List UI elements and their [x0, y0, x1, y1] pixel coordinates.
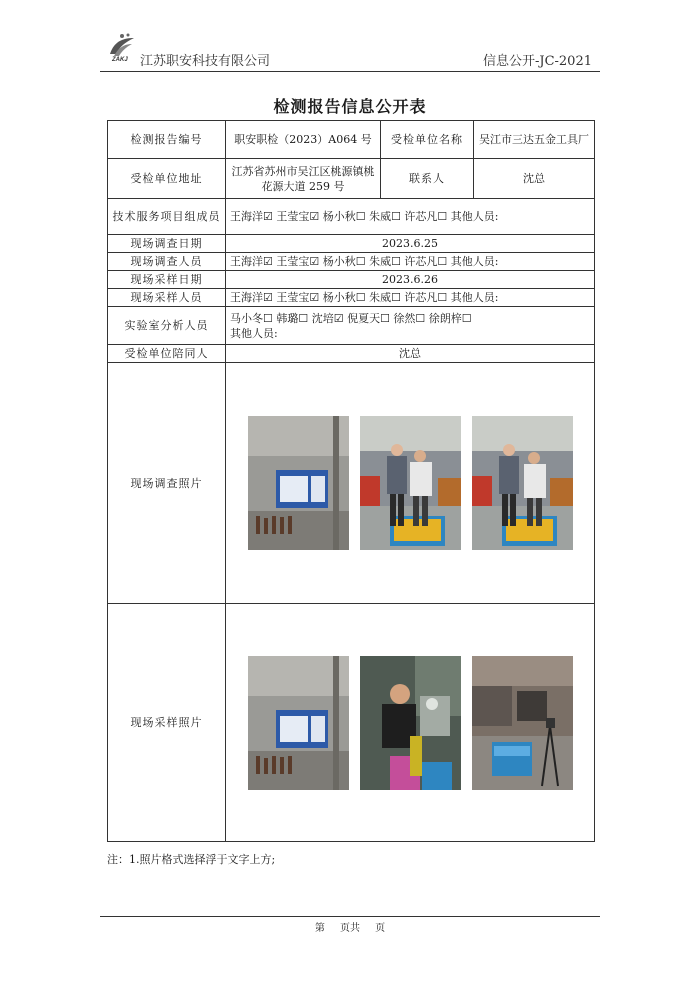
survey-date-label: 现场调查日期	[108, 235, 226, 253]
info-table	[107, 120, 595, 842]
table-row	[108, 253, 595, 271]
header-divider	[100, 71, 600, 72]
survey-staff-photo-2	[472, 416, 573, 550]
sampling-wall-photo	[248, 656, 349, 790]
escort-value: 沈总	[226, 345, 595, 363]
unit-name-value: 吴江市三达五金工具厂	[474, 121, 595, 159]
report-no-value: 职安职检（2023）A064 号	[226, 121, 381, 159]
lab-staff-label: 实验室分析人员	[108, 307, 226, 345]
table-row	[108, 199, 595, 235]
lab-staff-value	[226, 307, 595, 345]
workshop-equipment-photo	[472, 656, 573, 790]
page-header	[100, 30, 600, 72]
sampling-date-label: 现场采样日期	[108, 271, 226, 289]
survey-photos-cell	[226, 363, 595, 604]
table-row	[108, 289, 595, 307]
table-row	[108, 121, 595, 159]
survey-date-value: 2023.6.25	[226, 235, 595, 253]
photo-note: 注：1.照片格式选择浮于文字上方;	[107, 853, 276, 866]
page-title: 检测报告信息公开表	[273, 97, 427, 116]
sampling-photos-cell	[226, 604, 595, 842]
report-no-label: 检测报告编号	[108, 121, 226, 159]
sampling-photo-group	[230, 656, 590, 790]
team-value: 王海洋☑ 王莹宝☑ 杨小秋☐ 朱威☐ 许芯凡☐ 其他人员:	[226, 199, 595, 235]
lab-staff-line2: 其他人员:	[230, 326, 278, 340]
survey-staff-photo	[360, 416, 461, 550]
lab-staff-line1: 马小冬☐ 韩璐☐ 沈培☑ 倪夏天☐ 徐然☐ 徐朗梓☐	[230, 311, 472, 325]
table-row	[108, 363, 595, 604]
contact-value: 沈总	[474, 159, 595, 199]
survey-photos-label: 现场调查照片	[108, 363, 226, 604]
address-value: 江苏省苏州市吴江区桃源镇桃花源大道 259 号	[226, 159, 381, 199]
company-name: 江苏职安科技有限公司	[140, 54, 271, 69]
footer-divider	[100, 916, 600, 917]
wall-notice-photo	[248, 416, 349, 550]
document-code: 信息公开-JC-2021	[482, 54, 592, 69]
survey-staff-value: 王海洋☑ 王莹宝☑ 杨小秋☐ 朱威☐ 许芯凡☐ 其他人员:	[226, 253, 595, 271]
sampling-photos-label: 现场采样照片	[108, 604, 226, 842]
sampling-staff-label: 现场采样人员	[108, 289, 226, 307]
table-row	[108, 307, 595, 345]
address-label: 受检单位地址	[108, 159, 226, 199]
escort-label: 受检单位陪同人	[108, 345, 226, 363]
table-row	[108, 159, 595, 199]
table-row	[108, 271, 595, 289]
table-row	[108, 345, 595, 363]
team-label: 技术服务项目组成员	[108, 199, 226, 235]
worker-sampling-photo	[360, 656, 461, 790]
contact-label: 联系人	[381, 159, 474, 199]
page-footer: 第 页共 页	[314, 923, 386, 934]
unit-name-label: 受检单位名称	[381, 121, 474, 159]
survey-photo-group	[230, 416, 590, 550]
survey-staff-label: 现场调查人员	[108, 253, 226, 271]
table-row	[108, 235, 595, 253]
table-row	[108, 604, 595, 842]
sampling-date-value: 2023.6.26	[226, 271, 595, 289]
logo-text: ZAKJ	[112, 57, 128, 63]
sampling-staff-value: 王海洋☑ 王莹宝☑ 杨小秋☐ 朱威☐ 许芯凡☐ 其他人员:	[226, 289, 595, 307]
